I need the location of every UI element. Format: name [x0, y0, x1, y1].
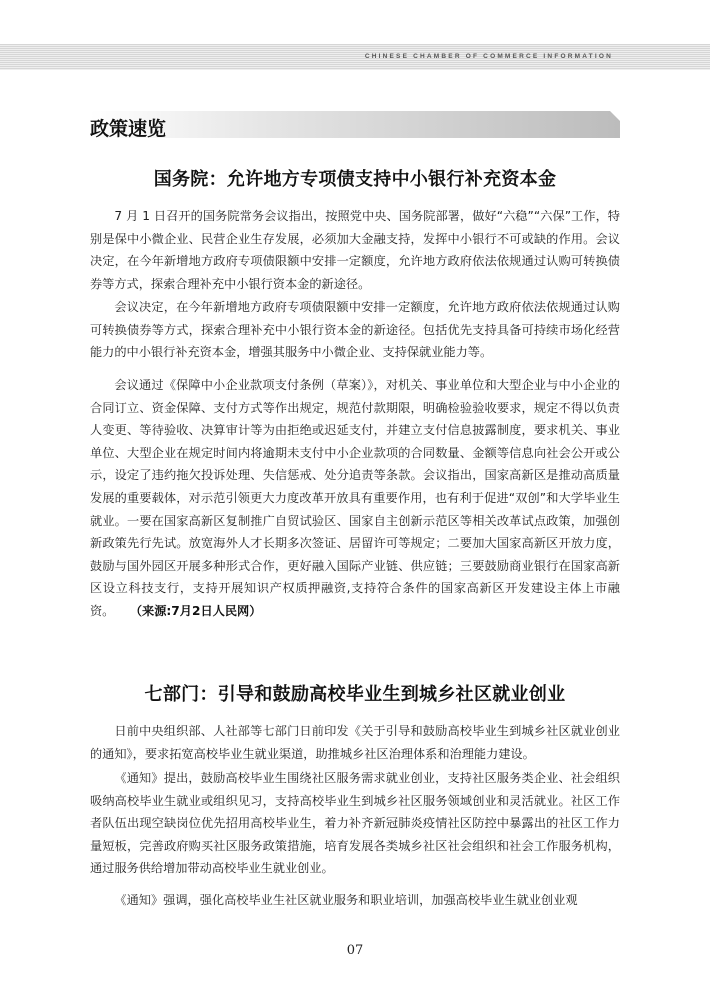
section-bar — [90, 111, 620, 138]
article-paragraph: 《通知》提出，鼓励高校毕业生围绕社区服务需求就业创业，支持社区服务类企业、社会组织吸纳高校毕业生就业或组织见习，支持高校毕业生到城乡社区服务领域创业和灵活就业。社区工作者队伍出现空缺岗位优先招用高校毕业生，着力补齐新冠肺炎疫情社区防控中暴露出的社区工作力量短板，完善政府购买社区服务政策措施，培育发展各类城乡社区社会组织和社会工作服务机构，通过服务供给增加带动高校毕业生就业创业。 — [90, 771, 620, 876]
section-bar-corner — [610, 111, 620, 121]
article-paragraph-text: 会议通过《保障中小企业款项支付条例（草案）》，对机关、事业单位和大型企业与中小企业的合同订立、资金保障、支付方式等作出规定，规范付款期限，明确检验验收要求，规定不得以负责人变更、等待验收、决算审计等为由拒绝或迟延支付，并建立支付信息披露制度，要求机关、事业单位、大型企业在规定时间内将逾期未支付中小企业款项的合同数量、金额等信息向社会公开或公示，设定了违约拖欠投诉处理、失信惩戒、处分追责等条款。会议指出，国家高新区是推动高质量发展的重要载体，对示范引领更大力度改革开放具有重要作用，也有利于促进“双创”和大学毕业生就业。一要在国家高新区复制推广自贸试验区、国家自主创新示范区等相关改革试点政策，加强创新政策先行先试。放宽海外人才长期多次签证、居留许可等规定；二要加大国家高新区开放力度，鼓励与国外园区开展多种形式合作，更好融入国际产业链、供应链；三要鼓励商业银行在国家高新区设立科技支行，支持开展知识产权质押融资,支持符合条件的国家高新区开发建设主体上市融资。 — [90, 378, 620, 618]
article-paragraph: 《通知》强调，强化高校毕业生社区就业服务和职业培训，加强高校毕业生就业创业观 — [114, 893, 578, 907]
article-title: 七部门：引导和鼓励高校毕业生到城乡社区就业创业 — [144, 684, 566, 705]
article-title: 国务院：允许地方专项债支持中小银行补充资本金 — [153, 169, 557, 190]
page-number: 07 — [346, 943, 364, 958]
article-paragraph — [90, 374, 620, 623]
running-title: CHINESE CHAMBER OF COMMERCE INFORMATION — [364, 53, 613, 60]
article-paragraph: 会议决定，在今年新增地方政府专项债限额中安排一定额度，允许地方政府依法依规通过认购可转换债券等方式，探索合理补充中小银行资本金的新途径。包括优先支持具备可持续市场化经营能力的中小银行补充资本金，增强其服务中小微企业、支持保就业能力等。 — [90, 300, 620, 360]
section-label: 政策速览 — [90, 118, 167, 140]
article-source: （来源:7月2日人民网） — [129, 603, 262, 618]
article-paragraph: 7 月 1 日召开的国务院常务会议指出，按照党中央、国务院部署，做好“六稳”“六保”工作，特别是保中小微企业、民营企业生存发展，必须加大金融支持，发挥中小银行不可或缺的作用。会议决定，在今年新增地方政府专项债限额中安排一定额度，允许地方政府依法依规通过认购可转换债券等方式，探索合理补充中小银行资本金的新途径。 — [90, 209, 620, 291]
article-paragraph: 日前中央组织部、人社部等七部门日前印发《关于引导和鼓励高校毕业生到城乡社区就业创业的通知》，要求拓宽高校毕业生就业渠道，助推城乡社区治理体系和治理能力建设。 — [90, 724, 620, 761]
